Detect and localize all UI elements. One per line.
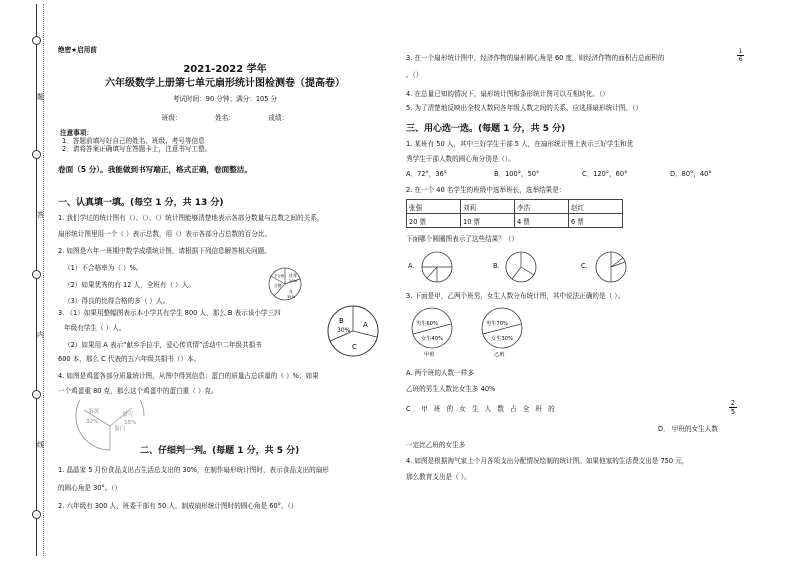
pie-label: A <box>363 321 368 329</box>
pie-label: 男生70% <box>486 321 508 327</box>
pie-label: 合格 <box>274 283 282 288</box>
question-text: 扇形统计图里用一个（ ）表示总数，用（）表示各部分占总数的百分比。 <box>58 230 272 238</box>
table-row <box>407 200 623 214</box>
student-info: 班级： 姓名： 成绩： <box>161 114 289 122</box>
fraction-denominator: 6 <box>738 56 743 63</box>
fraction <box>737 48 744 63</box>
choice-option[interactable]: C．120°，60° <box>582 170 628 178</box>
table-row <box>407 214 623 228</box>
question-text: （2）如果用 A 表示“献乡手拉手，爱心传真情”活动中二年级共捐书 <box>64 341 262 349</box>
binding-hole <box>32 36 41 45</box>
section-title-choice: 三、用心选一选。(每题 1 分，共 5 分) <box>406 124 566 134</box>
table-cell: 刘莉 <box>461 200 515 214</box>
note-item: 2．请将答案正确填写在答题卡上，注意书写工整。 <box>62 145 212 153</box>
choice-option[interactable]: B．100°，50° <box>494 170 540 178</box>
binding-dotted-line <box>43 4 44 556</box>
pie-label: 30% <box>337 327 351 334</box>
choice-option[interactable]: 乙班的男生人数比女生多 40% <box>406 385 496 393</box>
table-cell: 李浩 <box>515 200 569 214</box>
question-text: 年级有学生（ ）人。 <box>64 324 126 332</box>
egg-pie-chart <box>70 400 150 452</box>
pie-label: 良 <box>289 289 293 294</box>
pie-label: 男生60% <box>416 321 438 327</box>
pie-label: 32% <box>86 419 99 425</box>
question-text: 3. （1）如果用整幅图表示本小学共有学生 800 人，那么 B 表示该小学三四 <box>58 309 281 317</box>
pie-label: 优秀 <box>289 273 297 278</box>
choice-option[interactable]: C．甲 班 的 女 生 人 数 占 全 班 的 <box>406 405 557 413</box>
choice-option[interactable]: D．80°，40° <box>670 170 712 178</box>
question-text: 2. 六年级有 300 人，班委干部有 50 人，制成扇形统计图时的圆心角是 60°。（） <box>58 502 298 510</box>
pie-label: 女生40% <box>421 336 443 342</box>
binding-char: 线 <box>37 441 44 449</box>
table-cell: 张强 <box>407 200 461 214</box>
question-text: 2. 在一个 40 名学生的班级中选举班长，选举结果是： <box>406 186 566 194</box>
exam-info: 考试时间：90 分钟；满分：105 分 <box>172 95 278 103</box>
fraction-denominator: 5 <box>730 408 736 416</box>
table-cell: 20 票 <box>407 214 461 228</box>
class-label: 甲班 <box>424 352 435 358</box>
choice-option[interactable]: A. 两个班的人数一样多 <box>406 369 474 377</box>
option-pie-b[interactable] <box>504 250 538 284</box>
question-text: 4. 如图是鸡蛋各部分质量统计图，从图中得到信息：蛋白的质量占总质量的（ ）%；如果 <box>58 372 319 380</box>
binding-hole <box>32 150 41 159</box>
section-title-fill: 一、认真填一填。(每空 1 分，共 13 分) <box>58 198 224 208</box>
binding-hole <box>32 390 41 399</box>
question-text: 5. 为了清楚地反映出全校人数同各年级人数之间的关系，应选择扇形统计图。（） <box>406 104 642 112</box>
fraction <box>729 399 737 416</box>
question-text: 4. 如图是根据淘气家上个月各项支出分配情况绘制的统计图。如果他家的生活费支出是 750 元， <box>406 457 689 465</box>
question-text: 1. 我们学过的统计图有（）、（）、（）统计图能够清楚地表示各部分数量与总数之间的关系， <box>58 214 324 222</box>
question-text: 3. 下面是甲，乙两个班男，女生人数分布统计图，其中说法正确的是（ ）。 <box>406 292 625 300</box>
binding-char: 题 <box>37 93 44 101</box>
question-text: 3. 在一个扇形统计图中，经济作物的扇形圆心角是 60 度，则经济作物的面积占总面积的 <box>406 54 665 62</box>
class-a-pie <box>410 306 456 358</box>
table-cell: 6 票 <box>569 214 623 228</box>
vote-table <box>406 199 623 228</box>
exam-year: 2021-2022 学年 <box>183 64 267 75</box>
question-text: 那么教育支出是（ ）。 <box>406 473 471 481</box>
section-title-judge: 二、仔细判一判。(每题 1 分，共 5 分) <box>140 446 300 456</box>
pie-label: B <box>339 317 344 325</box>
question-text: 。（） <box>406 71 423 79</box>
pie-label: 20% <box>289 279 297 283</box>
class-b-pie <box>480 306 526 358</box>
question-text: 4. 在总量已知的情况下，扇形统计图和条形统计图可以互相转化。（） <box>406 90 609 98</box>
pie-label: C <box>352 343 357 351</box>
notes-title: 注意事项： <box>60 129 93 137</box>
question-text: 600 本，那么 C 代表的五六年级共捐书（）本。 <box>58 355 201 363</box>
binding-hole <box>32 270 41 279</box>
class-label: 乙班 <box>494 352 505 358</box>
note-item: 1．答题前填写好自己的姓名、班级、考号等信息 <box>62 137 205 145</box>
question-text: （2）如果优秀的有 12 人，全班有（ ）人。 <box>64 281 195 289</box>
option-pie-a[interactable] <box>420 250 454 284</box>
grade-pie-chart <box>265 266 305 302</box>
pie-label: 35% <box>287 295 295 299</box>
question-text: 1. 某班有 50 人，其中三好学生干部 5 人，在扇形统计图上表示三好学生和优 <box>406 140 634 148</box>
pie-label: 女生30% <box>491 336 513 342</box>
pie-label: 15% <box>124 420 137 426</box>
binding-margin <box>36 4 43 556</box>
choice-option[interactable]: D． 甲班的女生人数 <box>658 425 718 433</box>
option-pie-c[interactable] <box>594 250 628 284</box>
binding-char: 答 <box>37 211 44 219</box>
question-text: （3）得良的比得合格的多（ ）人。 <box>64 297 170 305</box>
choice-option[interactable]: A. <box>408 262 415 270</box>
table-cell: 4 票 <box>515 214 569 228</box>
fraction-numerator: 2 <box>730 399 736 407</box>
choice-option[interactable]: B. <box>493 262 500 270</box>
choice-option-continued: 一定比乙班的女生多 <box>406 441 466 449</box>
pie-label: 蛋黄 <box>88 409 100 415</box>
choice-option[interactable]: A．72°，36° <box>406 170 448 178</box>
secret-label: 绝密★启用前 <box>58 46 97 54</box>
abc-pie-chart <box>325 303 381 359</box>
question-text: 秀学生干部人数的圆心角分别是（）。 <box>406 155 515 163</box>
pie-label: 蛋壳 <box>122 412 134 418</box>
question-text: 2. 如图是六年一班期中数学成绩统计图，请根据下列信息解答相关问题。 <box>58 247 271 255</box>
question-text: 一个鸡蛋重 80 克，那么这个鸡蛋中的蛋白重（ ）克。 <box>58 387 218 395</box>
binding-hole <box>32 510 41 519</box>
pie-label: 蛋白 <box>114 426 126 432</box>
binding-char: 内 <box>37 331 44 339</box>
question-text: 的圆心角是 30°。（） <box>58 484 122 492</box>
neatness-statement: 卷面（5 分）。我能做到书写端正，格式正确，卷面整洁。 <box>58 165 252 174</box>
exam-title: 六年级数学上册第七单元扇形统计图检测卷（提高卷） <box>105 78 345 89</box>
pie-label: 不合格 <box>274 274 285 278</box>
fraction-numerator: 1 <box>738 48 743 55</box>
question-text: （1）不合格率为（ ）%。 <box>64 264 143 272</box>
question-text: 1. 晶晶家 5 月份食品支出占生活总支出的 30%，在制作扇形统计图时，表示食品支出的扇形 <box>58 466 329 474</box>
table-cell: 10 票 <box>461 214 515 228</box>
table-cell: 赵红 <box>569 200 623 214</box>
question-text: 下面哪个圆圈图表示了这些结果？（） <box>406 235 519 243</box>
choice-option[interactable]: C. <box>581 262 588 270</box>
